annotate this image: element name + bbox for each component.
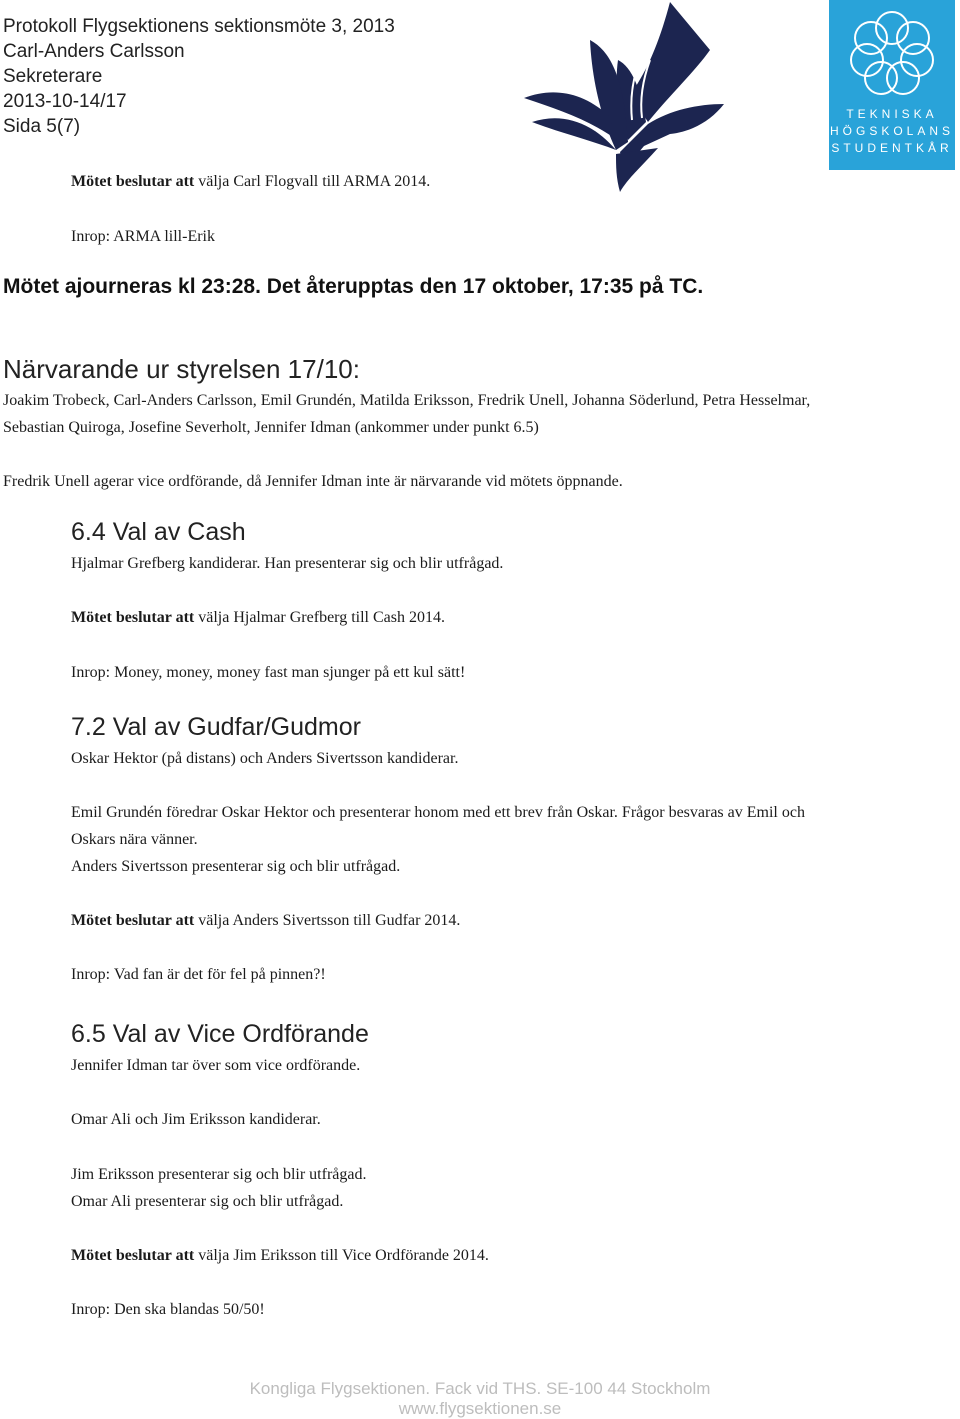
gudfar-para1-line1: Emil Grundén föredrar Oskar Hektor och presenterar honom med ett brev från Oskar. Frågor besvaras av Emil och: [71, 804, 805, 821]
page-number: Sida 5(7): [3, 116, 81, 137]
vice-inrop: Inrop: Den ska blandas 50/50!: [71, 1301, 265, 1318]
flygsektionen-logo-icon: [520, 0, 725, 200]
gudfar-para1-line2: Oskars nära vänner.: [71, 831, 198, 848]
cash-heading: 6.4 Val av Cash: [71, 518, 246, 546]
vice-heading: 6.5 Val av Vice Ordförande: [71, 1020, 369, 1048]
cash-inrop: Inrop: Money, money, money fast man sjunger på ett kul sätt!: [71, 664, 466, 681]
cash-decision: [71, 609, 445, 627]
footer-address: Kongliga Flygsektionen. Fack vid THS. SE-100 44 Stockholm: [249, 1379, 711, 1398]
cash-candidates: Hjalmar Grefberg kandiderar. Han presenterar sig och blir utfrågad.: [71, 555, 504, 572]
adjourn-statement: Mötet ajourneras kl 23:28. Det återupptas den 17 oktober, 17:35 på TC.: [3, 275, 704, 298]
gudfar-decision: [71, 912, 460, 930]
document-header: [3, 14, 395, 139]
document-title: Protokoll Flygsektionens sektionsmöte 3, 2013: [3, 16, 395, 37]
present-note: Fredrik Unell agerar vice ordförande, då Jennifer Idman inte är närvarande vid mötets öppnande.: [3, 473, 623, 490]
gudfar-heading: 7.2 Val av Gudfar/Gudmor: [71, 713, 361, 741]
ths-rings-icon: [829, 0, 955, 106]
decision-lead: Mötet beslutar att: [71, 173, 195, 190]
footer-website[interactable]: www.flygsektionen.se: [398, 1399, 562, 1418]
vice-present1: Jim Eriksson presenterar sig och blir utfrågad.: [71, 1166, 367, 1183]
author-role: Sekreterare: [3, 66, 103, 87]
gudfar-candidates: Oskar Hektor (på distans) och Anders Sivertsson kandiderar.: [71, 750, 459, 767]
vice-line1: Jennifer Idman tar över som vice ordförande.: [71, 1057, 361, 1074]
decision-text: välja Jim Eriksson till Vice Ordförande 2014.: [194, 1247, 489, 1264]
ths-text-line2: HÖGSKOLANS: [829, 124, 955, 138]
arma-decision: [71, 173, 430, 191]
ths-text-line3: STUDENTKÅR: [831, 141, 953, 155]
arma-inrop: Inrop: ARMA lill-Erik: [71, 228, 215, 245]
decision-lead: Mötet beslutar att: [71, 609, 195, 626]
present-list-line1: Joakim Trobeck, Carl-Anders Carlsson, Emil Grundén, Matilda Eriksson, Fredrik Unell, Johanna Söderlund, Petra Hesselmar,: [3, 392, 811, 409]
ths-text-line1: TEKNISKA: [846, 107, 938, 121]
present-list-line2: Sebastian Quiroga, Josefine Severholt, Jennifer Idman (ankommer under punkt 6.5): [3, 419, 539, 436]
gudfar-inrop: Inrop: Vad fan är det för fel på pinnen?!: [71, 966, 326, 983]
decision-lead: Mötet beslutar att: [71, 912, 195, 929]
gudfar-para2: Anders Sivertsson presenterar sig och blir utfrågad.: [71, 858, 401, 875]
author-name: Carl-Anders Carlsson: [3, 41, 185, 62]
present-heading: Närvarande ur styrelsen 17/10:: [3, 354, 360, 384]
vice-decision: [71, 1247, 489, 1265]
decision-text: välja Carl Flogvall till ARMA 2014.: [194, 173, 431, 190]
decision-lead: Mötet beslutar att: [71, 1247, 195, 1264]
vice-candidates: Omar Ali och Jim Eriksson kandiderar.: [71, 1111, 321, 1128]
decision-text: välja Hjalmar Grefberg till Cash 2014.: [194, 609, 445, 626]
decision-text: välja Anders Sivertsson till Gudfar 2014.: [194, 912, 461, 929]
ths-logo: [829, 0, 955, 170]
document-dates: 2013-10-14/17: [3, 91, 127, 112]
vice-present2: Omar Ali presenterar sig och blir utfrågad.: [71, 1193, 344, 1210]
